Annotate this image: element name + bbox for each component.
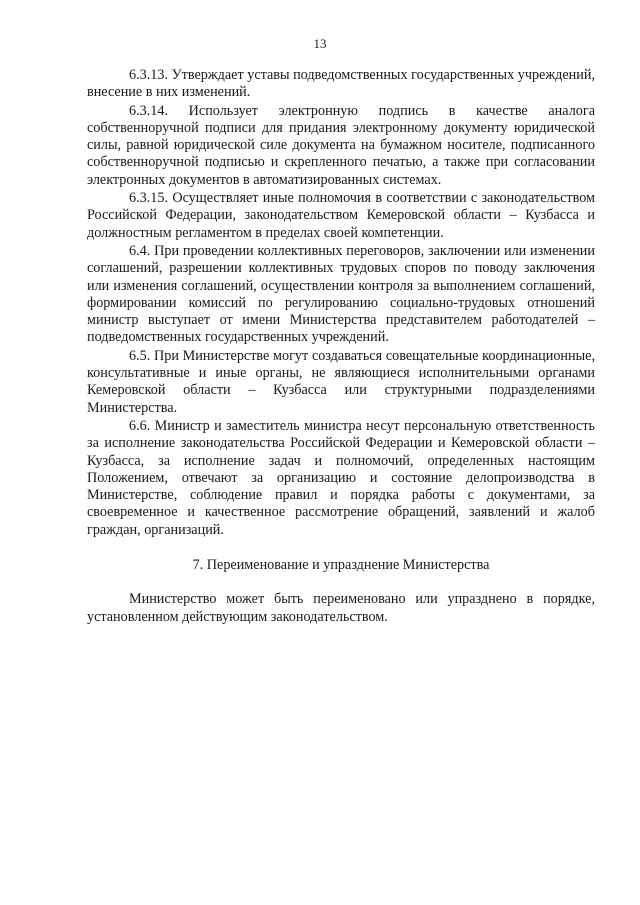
paragraph-6-3-13: 6.3.13. Утверждает уставы подведомственных государственных учреждений, внесение в них изменений.	[87, 67, 595, 101]
section-7-paragraph: Министерство может быть переименовано или упразднено в порядке, установленном действующим законодательством.	[87, 591, 595, 625]
paragraph-6-5: 6.5. При Министерстве могут создаваться совещательные координационные, консультативные и иные органы, не являющиеся исполнительными органами Кемеровской области – Кузбасса или структурными подразделениями Министерства.	[87, 347, 595, 416]
page-number: 13	[313, 36, 327, 51]
paragraph-6-6: 6.6. Министр и заместитель министра несут персональную ответственность за исполнение законодательства Российской Федерации и Кемеровской области – Кузбасса, за исполнение задач и полномочий, определенных настоящим Положением, отвечают за организацию и состояние делопроизводства в Министерстве, соблюдение правил и порядка работы с документами, за своевременное и качественное рассмотрение обращений, заявлений и жалоб граждан, организаций.	[87, 417, 595, 538]
paragraph-6-4: 6.4. При проведении коллективных переговоров, заключении или изменении соглашений, разрешении коллективных трудовых споров по поводу заключения или изменения соглашений, осуществлении контроля за выполнением соглашений, формировании комиссий по регулированию социально-трудовых отношений министр выступает от имени Министерства представителем работодателей – подведомственных государственных учреждений.	[87, 242, 595, 346]
paragraph-6-3-14: 6.3.14. Использует электронную подпись в качестве аналога собственноручной подписи для придания электронному документу юридической силы, равной юридической силе документа на бумажном носителе, подписанного собственноручной подписью и скрепленного печатью, а также при согласовании электронных документов в автоматизированных системах.	[87, 102, 595, 188]
paragraph-6-3-15: 6.3.15. Осуществляет иные полномочия в соответствии с законодательством Российской Федерации, законодательством Кемеровской области – Кузбасса и должностным регламентом в пределах своей компетенции.	[87, 190, 595, 241]
document-body	[87, 67, 595, 626]
section-7-heading: 7. Переименование и упразднение Министерства	[192, 557, 490, 574]
